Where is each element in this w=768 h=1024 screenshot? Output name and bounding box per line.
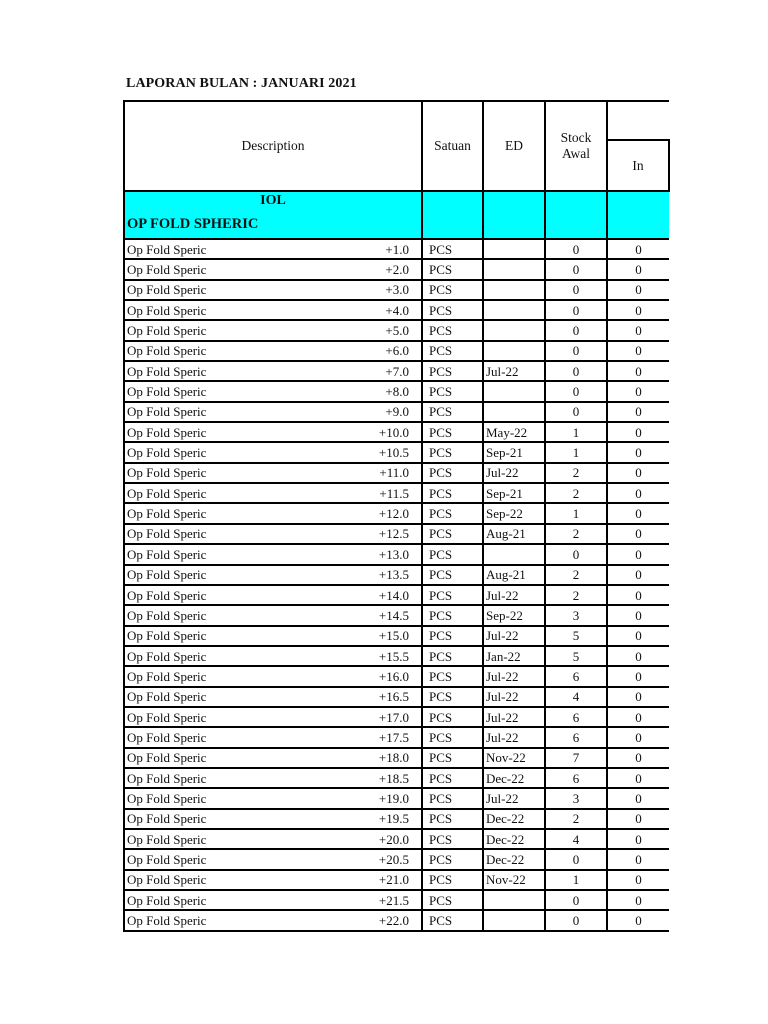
cell-power: +15.5 [378, 648, 409, 664]
cell-stock-awal: 4 [545, 687, 607, 707]
cell-item-name: Op Fold Speric [127, 526, 207, 542]
cell-stock-awal: 2 [545, 524, 607, 544]
cell-ed: Jul-22 [483, 788, 545, 808]
cell-in: 0 [607, 626, 669, 646]
cell-power: +14.0 [378, 587, 409, 603]
cell-in: 0 [607, 402, 669, 422]
category-label: IOL [124, 191, 422, 210]
cell-power: +12.5 [378, 526, 409, 542]
cell-stock-awal: 0 [545, 890, 607, 910]
cell-in: 0 [607, 829, 669, 849]
cell-stock-awal: 0 [545, 300, 607, 320]
cell-stock-awal: 1 [545, 442, 607, 462]
cell-in: 0 [607, 442, 669, 462]
cell-stock-awal: 0 [545, 849, 607, 869]
table-row [124, 483, 669, 503]
cell-power: +3.0 [385, 282, 409, 298]
cell-stock-awal: 0 [545, 544, 607, 564]
table-row [124, 320, 669, 340]
cell-ed: Nov-22 [483, 870, 545, 890]
cell-item-name: Op Fold Speric [127, 729, 207, 745]
cell-ed [483, 259, 545, 279]
cell-satuan: PCS [422, 890, 483, 910]
cell-in: 0 [607, 259, 669, 279]
cell-ed [483, 300, 545, 320]
cell-description [124, 666, 422, 686]
cell-power: +18.5 [378, 770, 409, 786]
cell-satuan: PCS [422, 565, 483, 585]
cell-satuan: PCS [422, 748, 483, 768]
cell-in: 0 [607, 788, 669, 808]
cell-in: 0 [607, 280, 669, 300]
cell-item-name: Op Fold Speric [127, 302, 207, 318]
cell-ed: Jul-22 [483, 727, 545, 747]
cell-stock-awal: 0 [545, 320, 607, 340]
cell-power: +12.0 [378, 506, 409, 522]
cell-item-name: Op Fold Speric [127, 628, 207, 644]
cell-ed: Dec-22 [483, 768, 545, 788]
cell-in: 0 [607, 809, 669, 829]
cell-stock-awal: 3 [545, 788, 607, 808]
cell-satuan: PCS [422, 829, 483, 849]
cell-ed [483, 341, 545, 361]
cell-in: 0 [607, 748, 669, 768]
cell-item-name: Op Fold Speric [127, 424, 207, 440]
table-row [124, 503, 669, 523]
cell-description [124, 463, 422, 483]
cell-in: 0 [607, 687, 669, 707]
table-row [124, 707, 669, 727]
cell-in: 0 [607, 890, 669, 910]
cell-item-name: Op Fold Speric [127, 363, 207, 379]
cell-description [124, 565, 422, 585]
cell-description [124, 524, 422, 544]
cell-stock-awal: 0 [545, 341, 607, 361]
cell-in: 0 [607, 483, 669, 503]
cell-item-name: Op Fold Speric [127, 506, 207, 522]
cell-ed: Aug-21 [483, 565, 545, 585]
cell-item-name: Op Fold Speric [127, 790, 207, 806]
table-body [124, 239, 669, 931]
cell-ed [483, 280, 545, 300]
category-row [124, 191, 669, 210]
cell-power: +7.0 [385, 363, 409, 379]
cell-item-name: Op Fold Speric [127, 709, 207, 725]
table-row [124, 829, 669, 849]
cell-stock-awal: 0 [545, 239, 607, 259]
cell-satuan: PCS [422, 666, 483, 686]
cell-ed: Jul-22 [483, 707, 545, 727]
cell-stock-awal: 0 [545, 361, 607, 381]
table-row [124, 870, 669, 890]
cell-power: +10.5 [378, 445, 409, 461]
header-in: In [607, 140, 669, 191]
cell-description [124, 748, 422, 768]
cell-satuan: PCS [422, 626, 483, 646]
cell-satuan: PCS [422, 727, 483, 747]
cell-satuan: PCS [422, 788, 483, 808]
cell-power: +17.0 [378, 709, 409, 725]
cell-stock-awal: 2 [545, 463, 607, 483]
cell-stock-awal: 0 [545, 280, 607, 300]
cell-stock-awal: 7 [545, 748, 607, 768]
cell-item-name: Op Fold Speric [127, 384, 207, 400]
cell-item-name: Op Fold Speric [127, 892, 207, 908]
cell-ed [483, 320, 545, 340]
cell-description [124, 361, 422, 381]
cell-power: +20.0 [378, 831, 409, 847]
cell-stock-awal: 5 [545, 646, 607, 666]
cell-ed [483, 381, 545, 401]
table-row [124, 402, 669, 422]
cell-item-name: Op Fold Speric [127, 241, 207, 257]
cell-stock-awal: 4 [545, 829, 607, 849]
cell-stock-awal: 1 [545, 422, 607, 442]
cell-in: 0 [607, 341, 669, 361]
table-row [124, 809, 669, 829]
cell-description [124, 442, 422, 462]
cell-item-name: Op Fold Speric [127, 485, 207, 501]
cell-satuan: PCS [422, 687, 483, 707]
cell-in: 0 [607, 849, 669, 869]
cell-description [124, 870, 422, 890]
table-row [124, 361, 669, 381]
cell-description [124, 300, 422, 320]
cell-description [124, 829, 422, 849]
cell-item-name: Op Fold Speric [127, 465, 207, 481]
cell-ed: Sep-21 [483, 483, 545, 503]
cell-item-name: Op Fold Speric [127, 851, 207, 867]
table-row [124, 280, 669, 300]
cell-in: 0 [607, 727, 669, 747]
cell-power: +11.5 [379, 485, 409, 501]
cell-stock-awal: 2 [545, 565, 607, 585]
cell-in: 0 [607, 565, 669, 585]
cell-satuan: PCS [422, 381, 483, 401]
cell-power: +21.5 [378, 892, 409, 908]
table-row [124, 239, 669, 259]
cell-power: +10.0 [378, 424, 409, 440]
cell-item-name: Op Fold Speric [127, 689, 207, 705]
cell-power: +1.0 [385, 241, 409, 257]
cell-ed: Nov-22 [483, 748, 545, 768]
cell-satuan: PCS [422, 707, 483, 727]
cell-satuan: PCS [422, 910, 483, 930]
cell-satuan: PCS [422, 870, 483, 890]
cell-ed [483, 544, 545, 564]
table-row [124, 442, 669, 462]
cell-item-name: Op Fold Speric [127, 546, 207, 562]
cell-power: +15.0 [378, 628, 409, 644]
cell-description [124, 707, 422, 727]
cell-description [124, 320, 422, 340]
header-in-group [607, 101, 669, 140]
table-row [124, 341, 669, 361]
cell-ed: Jul-22 [483, 585, 545, 605]
cell-power: +9.0 [385, 404, 409, 420]
cell-power: +20.5 [378, 851, 409, 867]
table-row [124, 422, 669, 442]
cell-power: +13.0 [378, 546, 409, 562]
cell-description [124, 788, 422, 808]
cell-stock-awal: 0 [545, 910, 607, 930]
cell-in: 0 [607, 910, 669, 930]
cell-stock-awal: 6 [545, 727, 607, 747]
cell-description [124, 422, 422, 442]
cell-ed [483, 239, 545, 259]
cell-description [124, 849, 422, 869]
table-row [124, 890, 669, 910]
cell-power: +17.5 [378, 729, 409, 745]
table-row [124, 259, 669, 279]
cell-satuan: PCS [422, 849, 483, 869]
cell-power: +11.0 [379, 465, 409, 481]
table-row [124, 748, 669, 768]
cell-ed: Jan-22 [483, 646, 545, 666]
cell-ed [483, 910, 545, 930]
table-row [124, 544, 669, 564]
table-row [124, 768, 669, 788]
cell-stock-awal: 0 [545, 381, 607, 401]
cell-power: +18.0 [378, 750, 409, 766]
cell-satuan: PCS [422, 768, 483, 788]
table-row [124, 381, 669, 401]
cell-power: +19.5 [378, 811, 409, 827]
cell-in: 0 [607, 768, 669, 788]
cell-power: +16.5 [378, 689, 409, 705]
cell-satuan: PCS [422, 605, 483, 625]
cell-in: 0 [607, 524, 669, 544]
cell-satuan: PCS [422, 402, 483, 422]
cell-power: +4.0 [385, 302, 409, 318]
cell-stock-awal: 2 [545, 809, 607, 829]
cell-power: +22.0 [378, 913, 409, 929]
cell-power: +6.0 [385, 343, 409, 359]
subcategory-row [124, 210, 669, 239]
cell-stock-awal: 6 [545, 666, 607, 686]
header-stock-awal [545, 101, 607, 191]
table-row [124, 687, 669, 707]
cell-satuan: PCS [422, 483, 483, 503]
table-row [124, 727, 669, 747]
cell-in: 0 [607, 463, 669, 483]
cell-ed: Jul-22 [483, 463, 545, 483]
cell-stock-awal: 2 [545, 483, 607, 503]
cell-power: +13.5 [378, 567, 409, 583]
cell-power: +5.0 [385, 323, 409, 339]
cell-ed: Aug-21 [483, 524, 545, 544]
cell-in: 0 [607, 422, 669, 442]
cell-ed: Dec-22 [483, 829, 545, 849]
table-row [124, 585, 669, 605]
cell-description [124, 890, 422, 910]
cell-item-name: Op Fold Speric [127, 282, 207, 298]
cell-in: 0 [607, 544, 669, 564]
table-row [124, 646, 669, 666]
table-row [124, 565, 669, 585]
table-row [124, 626, 669, 646]
cell-description [124, 341, 422, 361]
cell-item-name: Op Fold Speric [127, 770, 207, 786]
subcategory-label: OP FOLD SPHERIC [124, 210, 422, 239]
cell-description [124, 605, 422, 625]
table-row [124, 849, 669, 869]
cell-in: 0 [607, 646, 669, 666]
cell-description [124, 280, 422, 300]
header-stock-awal-line1: Stock [560, 130, 592, 146]
cell-satuan: PCS [422, 361, 483, 381]
cell-description [124, 768, 422, 788]
header-satuan: Satuan [422, 101, 483, 191]
cell-satuan: PCS [422, 585, 483, 605]
cell-ed [483, 402, 545, 422]
cell-power: +21.0 [378, 872, 409, 888]
cell-ed [483, 890, 545, 910]
cell-in: 0 [607, 666, 669, 686]
cell-in: 0 [607, 300, 669, 320]
cell-power: +14.5 [378, 607, 409, 623]
cell-satuan: PCS [422, 280, 483, 300]
cell-in: 0 [607, 361, 669, 381]
cell-item-name: Op Fold Speric [127, 262, 207, 278]
cell-in: 0 [607, 320, 669, 340]
cell-ed: May-22 [483, 422, 545, 442]
cell-description [124, 503, 422, 523]
cell-stock-awal: 0 [545, 259, 607, 279]
header-stock-awal-line2: Awal [561, 146, 590, 161]
cell-satuan: PCS [422, 442, 483, 462]
cell-description [124, 910, 422, 930]
cell-stock-awal: 6 [545, 768, 607, 788]
cell-description [124, 585, 422, 605]
cell-item-name: Op Fold Speric [127, 587, 207, 603]
cell-ed: Dec-22 [483, 849, 545, 869]
cell-in: 0 [607, 239, 669, 259]
cell-power: +19.0 [378, 790, 409, 806]
cell-satuan: PCS [422, 320, 483, 340]
stock-report-table [123, 100, 670, 932]
cell-satuan: PCS [422, 463, 483, 483]
cell-stock-awal: 2 [545, 585, 607, 605]
cell-stock-awal: 1 [545, 870, 607, 890]
cell-satuan: PCS [422, 300, 483, 320]
cell-power: +16.0 [378, 668, 409, 684]
cell-satuan: PCS [422, 544, 483, 564]
cell-ed: Sep-21 [483, 442, 545, 462]
cell-description [124, 727, 422, 747]
cell-in: 0 [607, 585, 669, 605]
header-description: Description [124, 101, 422, 191]
cell-stock-awal: 0 [545, 402, 607, 422]
cell-item-name: Op Fold Speric [127, 872, 207, 888]
cell-description [124, 646, 422, 666]
cell-satuan: PCS [422, 422, 483, 442]
table-row [124, 463, 669, 483]
table-row [124, 300, 669, 320]
cell-satuan: PCS [422, 259, 483, 279]
cell-in: 0 [607, 707, 669, 727]
cell-item-name: Op Fold Speric [127, 668, 207, 684]
cell-satuan: PCS [422, 809, 483, 829]
cell-stock-awal: 3 [545, 605, 607, 625]
cell-ed: Jul-22 [483, 626, 545, 646]
cell-description [124, 626, 422, 646]
cell-item-name: Op Fold Speric [127, 648, 207, 664]
report-title: LAPORAN BULAN : JANUARI 2021 [126, 76, 357, 91]
cell-in: 0 [607, 381, 669, 401]
cell-description [124, 687, 422, 707]
cell-in: 0 [607, 870, 669, 890]
cell-description [124, 544, 422, 564]
cell-ed: Jul-22 [483, 687, 545, 707]
cell-in: 0 [607, 605, 669, 625]
table-row [124, 788, 669, 808]
cell-satuan: PCS [422, 341, 483, 361]
cell-ed: Jul-22 [483, 666, 545, 686]
cell-item-name: Op Fold Speric [127, 831, 207, 847]
cell-description [124, 402, 422, 422]
table-row [124, 910, 669, 930]
cell-item-name: Op Fold Speric [127, 750, 207, 766]
cell-item-name: Op Fold Speric [127, 343, 207, 359]
cell-stock-awal: 1 [545, 503, 607, 523]
cell-power: +8.0 [385, 384, 409, 400]
cell-stock-awal: 6 [545, 707, 607, 727]
cell-item-name: Op Fold Speric [127, 567, 207, 583]
cell-item-name: Op Fold Speric [127, 404, 207, 420]
cell-description [124, 483, 422, 503]
header-ed: ED [483, 101, 545, 191]
cell-description [124, 239, 422, 259]
cell-ed: Sep-22 [483, 605, 545, 625]
cell-in: 0 [607, 503, 669, 523]
cell-satuan: PCS [422, 524, 483, 544]
cell-item-name: Op Fold Speric [127, 323, 207, 339]
cell-item-name: Op Fold Speric [127, 607, 207, 623]
table-row [124, 605, 669, 625]
cell-satuan: PCS [422, 239, 483, 259]
cell-item-name: Op Fold Speric [127, 913, 207, 929]
cell-item-name: Op Fold Speric [127, 811, 207, 827]
cell-power: +2.0 [385, 262, 409, 278]
cell-description [124, 259, 422, 279]
table-row [124, 524, 669, 544]
cell-description [124, 381, 422, 401]
cell-ed: Jul-22 [483, 361, 545, 381]
cell-item-name: Op Fold Speric [127, 445, 207, 461]
table-row [124, 666, 669, 686]
cell-ed: Dec-22 [483, 809, 545, 829]
cell-ed: Sep-22 [483, 503, 545, 523]
cell-description [124, 809, 422, 829]
cell-stock-awal: 5 [545, 626, 607, 646]
cell-satuan: PCS [422, 503, 483, 523]
cell-satuan: PCS [422, 646, 483, 666]
